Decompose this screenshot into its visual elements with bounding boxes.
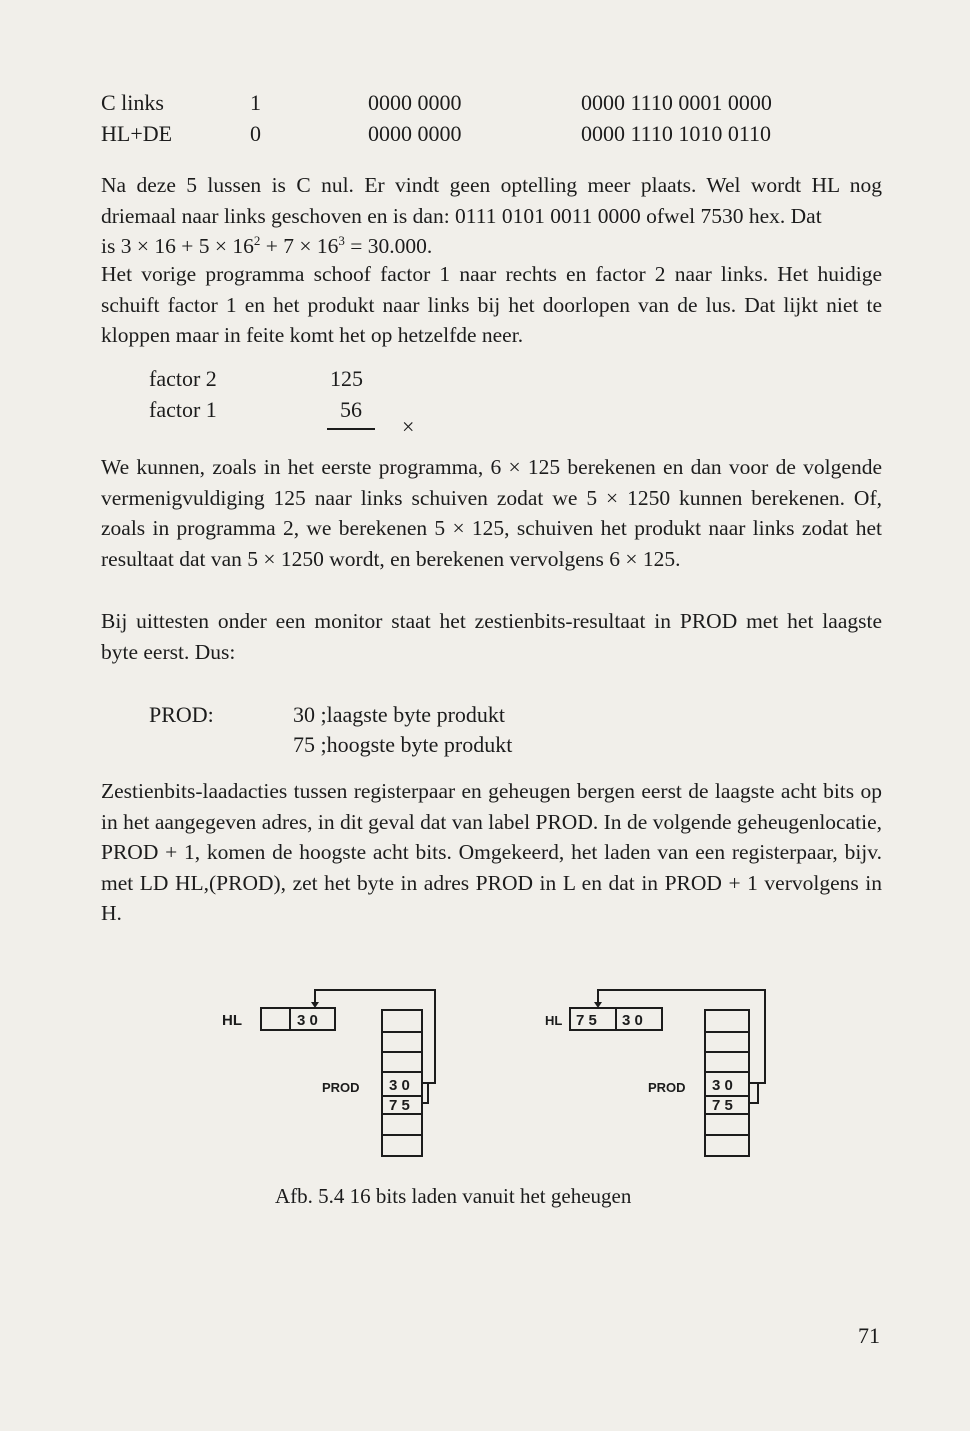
row-label: C links — [101, 90, 164, 115]
paragraph-text: We kunnen, zoals in het eerste programma, 6 × 125 berekenen en dan voor de volgende vermenigvuldiging 125 naar links schuiven zodat we 5 × 1250 kunnen berekenen. Of, zoals in programma 2, we berekenen 5 × 125, schuiven het produkt naar links zodat het resultaat dat van 5 × 1250 wordt, en berekenen vervolgens 6 × 125. — [101, 455, 882, 571]
formula-lead: is 3 × 16 + 5 × 16 — [101, 234, 254, 258]
table-row — [101, 88, 164, 118]
row-bit: 0 — [250, 121, 261, 146]
prod-line-1: 30 ;laagste byte produkt — [293, 702, 506, 727]
row-bit: 1 — [250, 90, 261, 115]
paragraph-text: Het vorige programma schoof factor 1 naar rechts en factor 2 naar links. Het huidige schuift factor 1 en het produkt naar links bij het doorlopen van de lus. Dat lijkt niet te kloppen maar in feite komt het op hetzelfde neer. — [101, 262, 882, 347]
row-col1: 0000 0000 — [368, 90, 462, 115]
paragraph-4 — [101, 606, 882, 667]
paragraph-2 — [101, 259, 882, 351]
left-mem-1: 3 0 — [389, 1077, 410, 1094]
prod-line-2: 75 ;hoogste byte produkt — [293, 732, 513, 757]
left-prod-label: PROD — [322, 1080, 360, 1095]
factor-label: factor 2 — [149, 366, 217, 391]
left-load-arrow — [315, 990, 435, 1083]
factor-value: 125 — [330, 366, 363, 391]
right-mem-2: 7 5 — [712, 1097, 733, 1114]
factor-label: factor 1 — [149, 397, 217, 422]
right-mem-1: 3 0 — [712, 1077, 733, 1094]
right-prod-label: PROD — [648, 1080, 686, 1095]
row-label: HL+DE — [101, 121, 173, 146]
left-mem-2: 7 5 — [389, 1097, 410, 1114]
memory-load-diagram — [200, 980, 780, 1160]
paragraph-5 — [101, 776, 882, 929]
table-row — [101, 119, 172, 149]
prod-label: PROD: — [149, 702, 214, 727]
paragraph-3 — [101, 452, 882, 574]
row-col1: 0000 0000 — [368, 121, 462, 146]
right-reg-low: 3 0 — [622, 1012, 643, 1029]
paragraph-text: Zestienbits-laadacties tussen registerpaar en geheugen bergen eerst de laagste acht bits op in het aangegeven adres, in dit geval dat van label PROD. In de volgende geheugenlocatie, PROD + 1, komen de hoogste acht bits. Omgekeerd, het laden van een registerpaar, bijv. met LD HL,(PROD), zet het byte in adres PROD in L en dat in PROD + 1 vervolgens in H. — [101, 779, 882, 925]
right-reg-high: 7 5 — [576, 1012, 597, 1029]
paragraph-text: Bij uittesten onder een monitor staat het zestienbits-resultaat in PROD met het laagste byte eerst. Dus: — [101, 609, 882, 664]
times-sign: × — [402, 414, 415, 439]
right-hl-label: HL — [545, 1013, 563, 1028]
page-number: 71 — [858, 1323, 880, 1348]
formula-exp-3: 3 — [338, 233, 345, 248]
formula-line — [101, 231, 882, 262]
paragraph-1 — [101, 170, 882, 262]
left-reg-low: 3 0 — [297, 1012, 318, 1029]
figure-caption: Afb. 5.4 16 bits laden vanuit het geheugen — [275, 1184, 632, 1208]
formula-mid: + 7 × 16 — [260, 234, 339, 258]
factor-value: 56 — [340, 397, 362, 422]
sum-rule — [327, 428, 375, 430]
row-col2: 0000 1110 0001 0000 — [581, 90, 772, 115]
right-load-arrow — [598, 990, 765, 1083]
row-col2: 0000 1110 1010 0110 — [581, 121, 772, 146]
left-hl-label: HL — [222, 1012, 242, 1029]
formula-tail: = 30.000. — [344, 234, 433, 258]
paragraph-text: Na deze 5 lussen is C nul. Er vindt geen optelling meer plaats. Wel wordt HL nog driemaal naar links geschoven en is dan: 0111 0101 0011 0000 ofwel 7530 hex. Dat — [101, 173, 882, 228]
formula-exp-2: 2 — [253, 233, 261, 248]
